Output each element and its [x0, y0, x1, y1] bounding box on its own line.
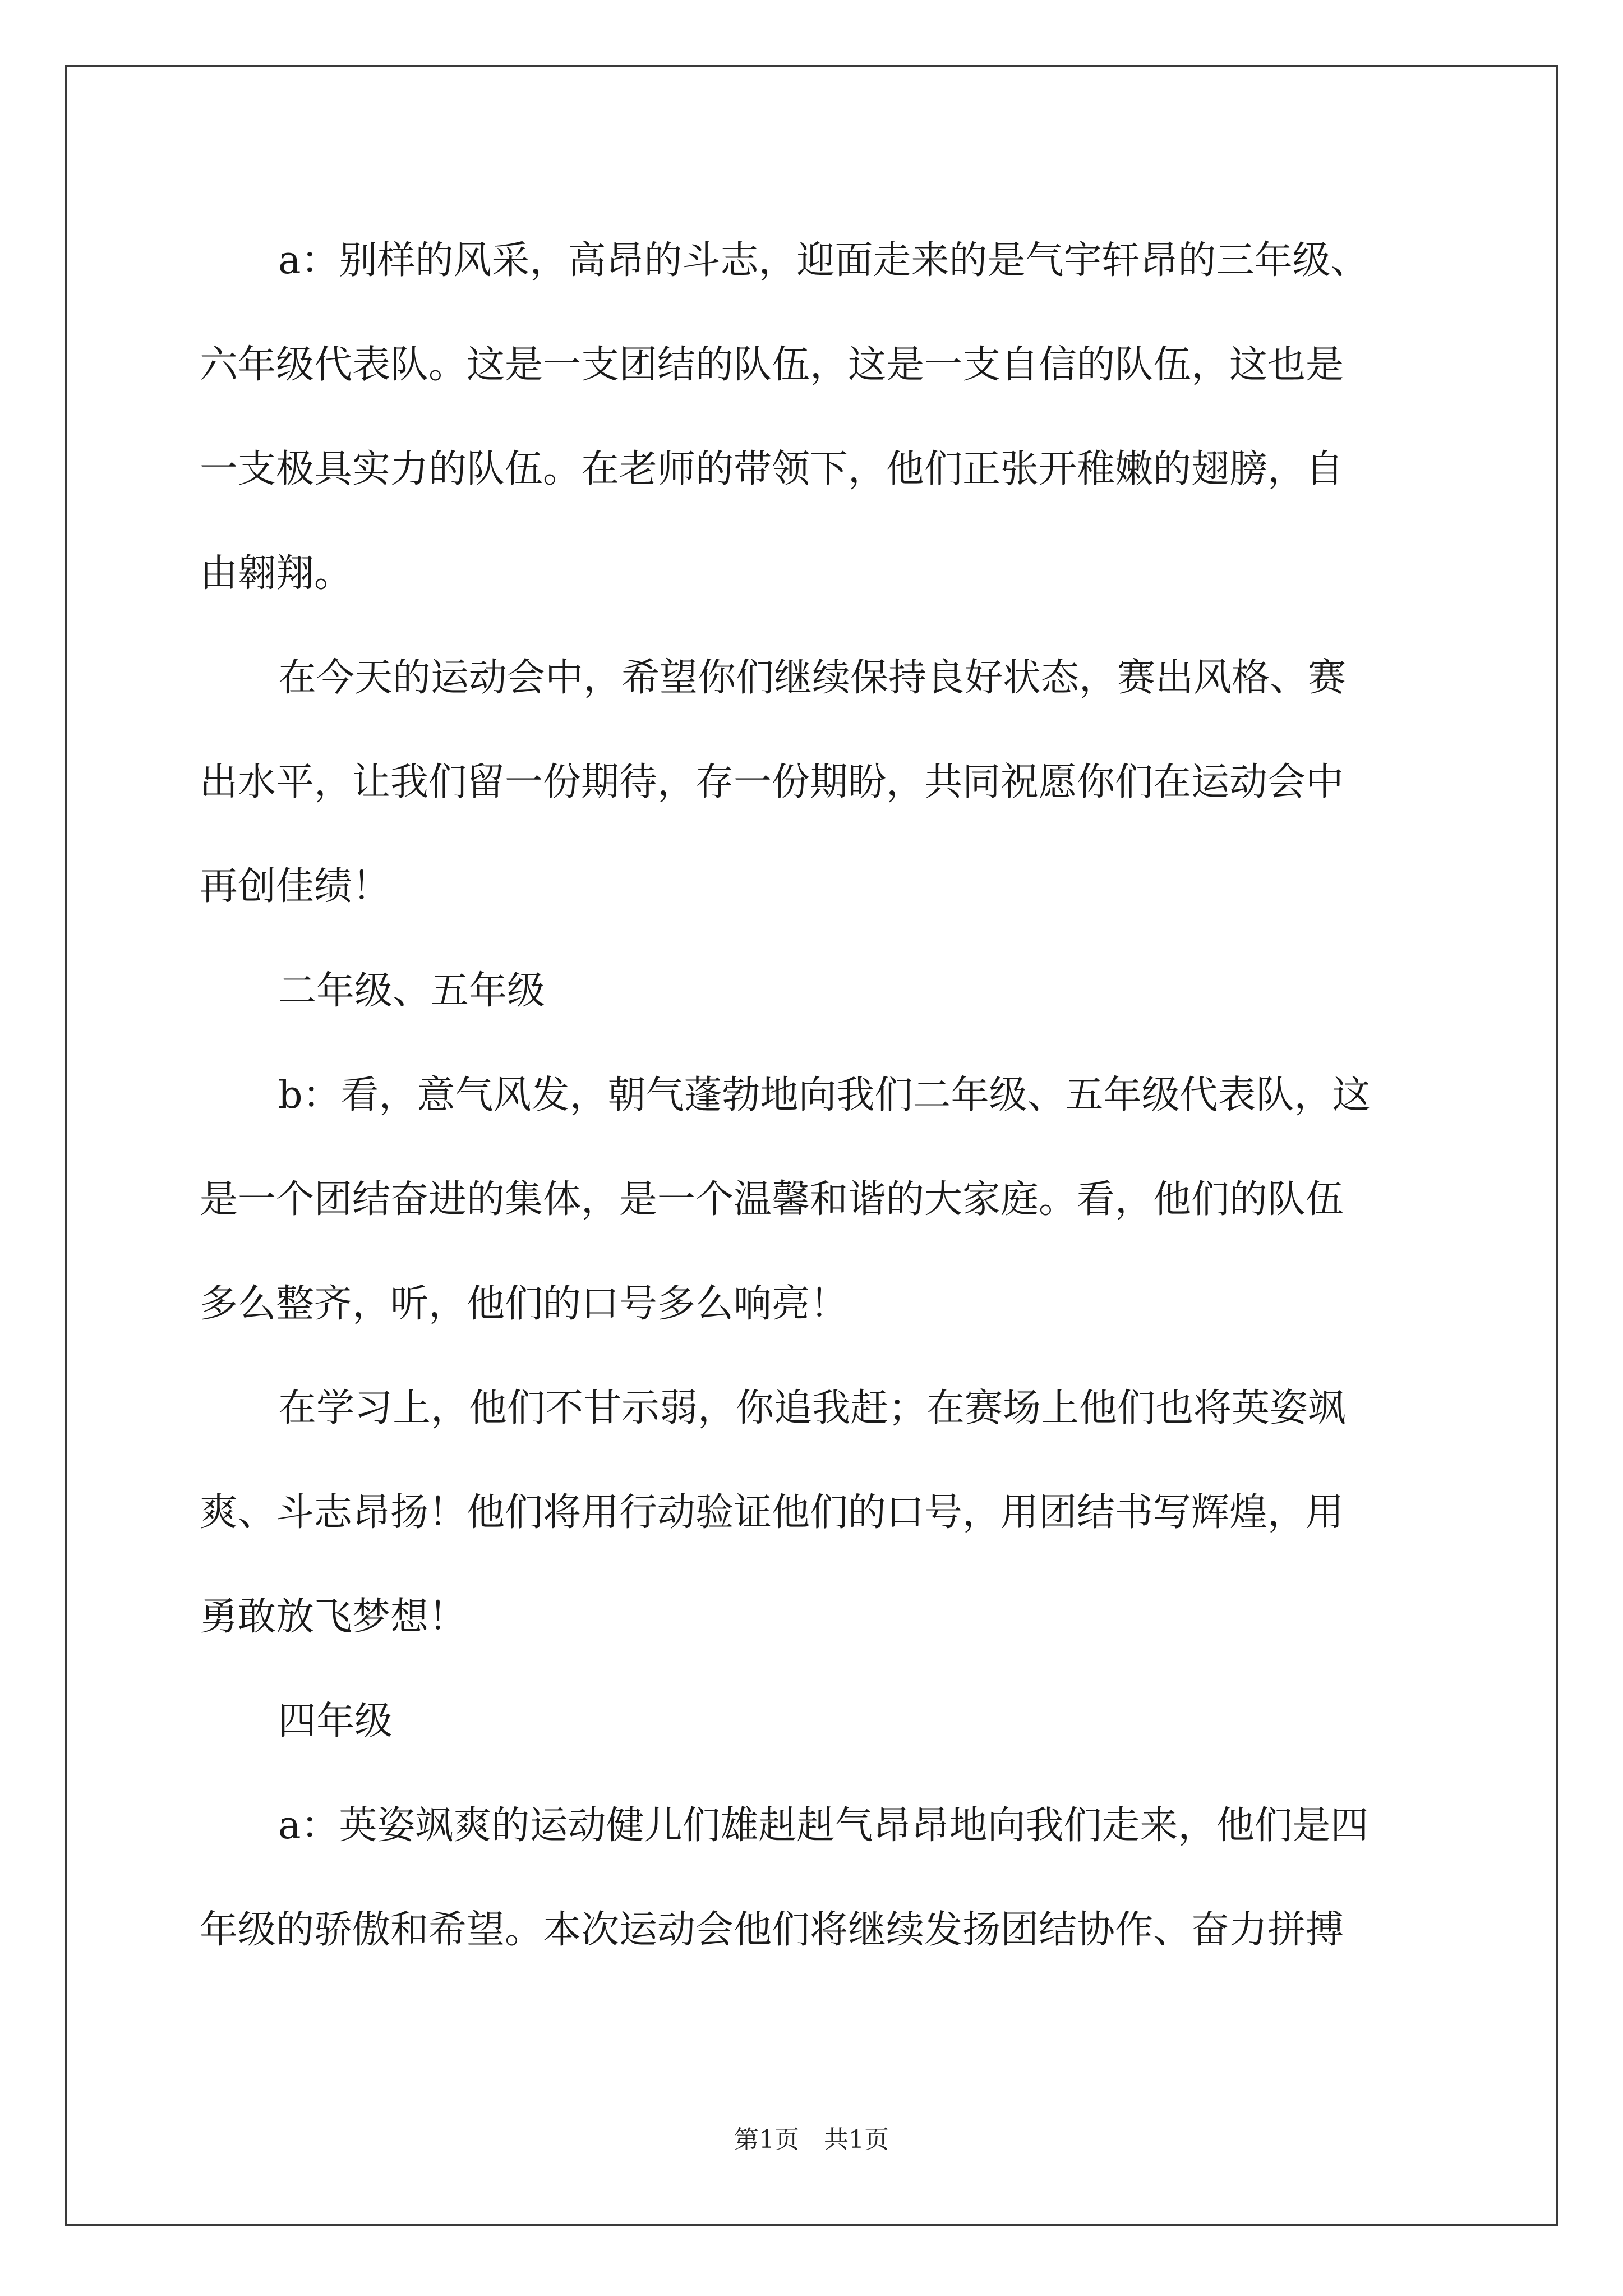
text-line: 是一个团结奋进的集体，是一个温馨和谐的大家庭。看，他们的队伍	[200, 1177, 1344, 1222]
text-line: 在今天的运动会中，希望你们继续保持良好状态，赛出风格、赛	[278, 656, 1347, 700]
text-line: b：看，意气风发，朝气蓬勃地向我们二年级、五年级代表队，这	[278, 1073, 1371, 1117]
text-line: 六年级代表队。这是一支团结的队伍，这是一支自信的队伍，这也是	[200, 343, 1344, 387]
page-footer: 第1页 共1页	[734, 2125, 889, 2154]
text-line: 四年级	[278, 1699, 393, 1743]
text-line: 爽、斗志昂扬！他们将用行动验证他们的口号，用团结书写辉煌，用	[200, 1490, 1344, 1535]
text-line: a：英姿飒爽的运动健儿们雄赳赳气昂昂地向我们走来，他们是四	[278, 1803, 1369, 1848]
text-line: a：别样的风采，高昂的斗志，迎面走来的是气宇轩昂的三年级、	[278, 238, 1369, 283]
text-line: 一支极具实力的队伍。在老师的带领下，他们正张开稚嫩的翅膀，自	[200, 447, 1344, 491]
text-line: 在学习上，他们不甘示弱，你追我赶；在赛场上他们也将英姿飒	[278, 1386, 1347, 1430]
text-line: 出水平，让我们留一份期待，存一份期盼，共同祝愿你们在运动会中	[200, 760, 1344, 804]
document-body	[200, 209, 1439, 1982]
text-line: 勇敢放飞梦想！	[200, 1595, 467, 1639]
section-heading-grade-2-5	[200, 939, 1439, 1043]
section-heading-grade-4	[200, 1669, 1439, 1774]
text-line: 多么整齐，听，他们的口号多么响亮！	[200, 1282, 849, 1326]
text-line: 由翱翔。	[200, 551, 353, 596]
paragraph-1	[200, 209, 1439, 626]
paragraph-4	[200, 1356, 1439, 1669]
paragraph-3	[200, 1043, 1439, 1356]
text-line: 再创佳绩！	[200, 864, 391, 909]
text-line: 年级的骄傲和希望。本次运动会他们将继续发扬团结协作、奋力拼搏	[200, 1908, 1344, 1952]
paragraph-5	[200, 1774, 1439, 1982]
text-line: 二年级、五年级	[278, 969, 546, 1013]
paragraph-2	[200, 626, 1439, 939]
